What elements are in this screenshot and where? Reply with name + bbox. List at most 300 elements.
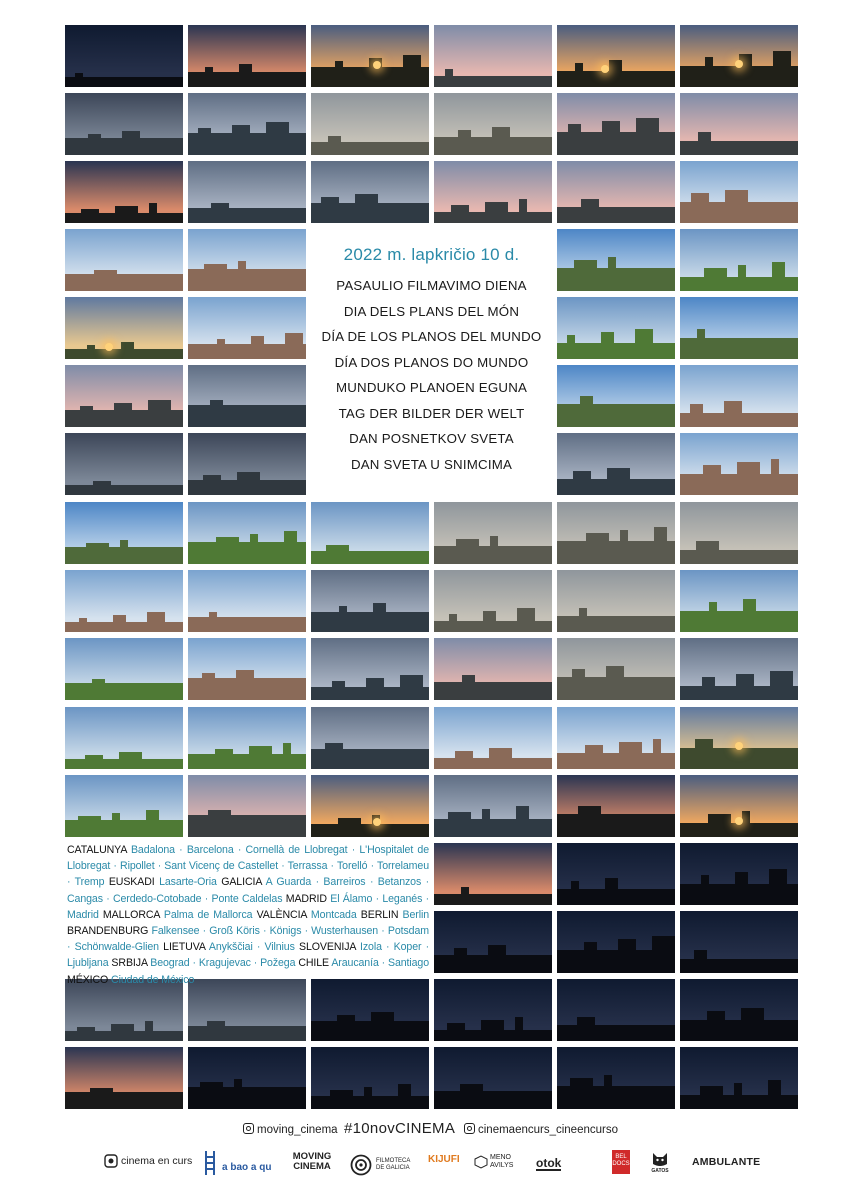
photo-tile [65,365,183,427]
photo-silhouette [619,742,642,769]
photo-silhouette [609,60,622,87]
photo-tile [311,638,429,700]
photo-silhouette [516,806,529,837]
region-name: SLOVENIJA [298,941,356,954]
day-name-list [311,273,552,477]
photo-tile [65,229,183,291]
photo-silhouette [366,678,384,700]
photo-silhouette [691,193,709,223]
city-list: Falkensee · Groß Köris · Königs · Wusterhausen · Potsdam · Schönwalde-Glien [67,925,429,954]
photo-tile [680,1047,798,1109]
title-panel [311,229,552,494]
photo-silhouette [738,265,746,291]
photo-tile [311,570,429,632]
logo-moving-cinema[interactable] [288,1152,336,1172]
photo-silhouette [325,743,343,769]
day-name-sl: DAN POSNETKOV SVETA [349,431,514,446]
photo-ground [557,616,675,632]
photo-silhouette [92,679,105,700]
photo-tile [188,161,306,223]
region-name: LIETUVA [163,941,206,954]
photo-silhouette [335,61,343,87]
photo-silhouette [78,816,101,837]
photo-tile [188,638,306,700]
photo-silhouette [326,545,349,564]
photo-silhouette [481,1020,504,1041]
photo-silhouette [703,465,721,495]
photo-silhouette [122,131,140,155]
photo-silhouette [455,751,473,769]
photo-silhouette [739,54,752,87]
photo-silhouette [653,739,661,769]
photo-silhouette [769,869,787,905]
photo-tile [557,775,675,837]
sun-glow [373,61,381,69]
photo-silhouette [215,749,233,769]
photo-silhouette [94,270,117,291]
ladder-icon [204,1150,218,1176]
photo-ground [680,611,798,632]
handle-text: cinemaencurs_cineencurso [478,1124,618,1136]
photo-silhouette [321,197,339,223]
logo-meno-avilys[interactable] [474,1154,520,1170]
photo-silhouette [572,669,585,700]
photo-silhouette [234,1079,242,1109]
photo-tile [680,638,798,700]
photo-tile [311,775,429,837]
logo-label: KIJUFI [428,1154,460,1165]
photo-silhouette [449,614,457,632]
region-name: CATALUNYA [67,844,127,856]
city-list: Palma de Mallorca [163,908,253,921]
photo-tile [434,843,552,905]
photo-tile [557,365,675,427]
sun-glow [735,742,743,750]
photo-silhouette [205,67,213,87]
photo-silhouette [146,810,159,837]
photo-silhouette [458,130,471,155]
photo-silhouette [80,406,93,427]
photo-tile [680,979,798,1041]
logo-a-bao-a-qu[interactable] [204,1150,271,1176]
photo-silhouette [579,608,587,632]
photo-silhouette [251,336,264,359]
photo-silhouette [690,404,703,427]
city-list: Montcada [310,908,357,921]
logo-label: AMBULANTE [692,1156,761,1168]
photo-tile [557,161,675,223]
photo-tile [434,707,552,769]
photo-silhouette [608,257,616,291]
photo-tile [188,25,306,87]
photo-silhouette [147,612,165,632]
photo-ground [311,1021,429,1041]
logo-cinema-en-curs[interactable] [104,1154,192,1168]
handle-text: moving_cinema [257,1124,338,1136]
photo-tile [65,25,183,87]
photo-silhouette [735,872,748,905]
instagram-icon [243,1123,254,1134]
photo-silhouette [373,603,386,632]
region-name: BERLIN [360,908,399,921]
photo-silhouette [210,400,223,427]
photo-silhouette [85,755,103,769]
photo-ground [65,683,183,700]
photo-silhouette [90,1088,113,1109]
photo-tile [65,775,183,837]
city-list: Araucanía · Santiago [331,957,429,970]
photo-silhouette [601,332,614,359]
day-name-es: DÍA DE LOS PLANOS DEL MUNDO [321,329,542,344]
photo-silhouette [111,1024,134,1041]
photo-silhouette [652,936,675,973]
photo-tile [311,707,429,769]
photo-tile [680,433,798,495]
photo-silhouette [249,746,272,769]
photo-ground [311,824,429,837]
photo-silhouette [736,674,754,700]
photo-silhouette [489,748,512,769]
photo-tile [188,93,306,155]
photo-tile [434,25,552,87]
photo-ground [680,1020,798,1041]
photo-silhouette [283,743,291,769]
photo-ground [65,485,183,495]
instagram-icon [464,1123,475,1134]
photo-ground [188,405,306,427]
photo-tile [680,843,798,905]
photo-silhouette [704,268,727,291]
photo-silhouette [239,64,252,87]
photo-silhouette [238,261,246,291]
photo-silhouette [81,209,99,223]
photo-tile [434,979,552,1041]
photo-silhouette [584,942,597,973]
photo-silhouette [483,611,496,632]
photo-ground [680,823,798,837]
photo-ground [188,208,306,223]
photo-tile [311,1047,429,1109]
photo-tile [65,297,183,359]
photo-silhouette [567,335,575,359]
photo-tile [557,843,675,905]
photo-tile [65,1047,183,1109]
photo-silhouette [337,1015,355,1041]
sun-glow [373,818,381,826]
photo-tile [434,911,552,973]
photo-silhouette [149,203,157,223]
logo-beldocs[interactable] [612,1150,630,1174]
photo-tile [65,979,183,1041]
photo-silhouette [606,666,624,700]
photo-tile [188,229,306,291]
photo-tile [434,502,552,564]
city-list: Badalona · Barcelona · Cornellà de Llobregat · L'Hospitalet de Llobregat · Ripollet · Sant Vicenç de Castellet · Terrassa · Torelló · Torrelameu · Tremp [67,844,429,889]
photo-ground [557,404,675,427]
photo-ground [188,1026,306,1041]
sun-glow [601,65,609,73]
photo-silhouette [266,122,289,155]
day-name-gl: DÍA DOS PLANOS DO MUNDO [334,354,529,370]
photo-silhouette [145,1021,153,1041]
photo-tile [311,979,429,1041]
photo-silhouette [570,1078,593,1109]
photo-silhouette [86,543,109,564]
photo-tile [434,93,552,155]
photo-tile [557,707,675,769]
photo-ground [188,617,306,632]
photo-tile [557,25,675,87]
photo-tile [311,161,429,223]
photo-tile [680,911,798,973]
photo-silhouette [515,1017,523,1041]
photo-ground [65,274,183,291]
photo-tile [311,25,429,87]
city-list: Anykščiai · Vilnius [208,941,295,954]
hashtag: #10novCINEMA [344,1120,456,1137]
photo-silhouette [696,541,719,564]
logo-label: MENO AVILYS [490,1154,514,1169]
photo-silhouette [702,677,715,700]
logo-label: otok [536,1156,562,1170]
photo-silhouette [447,1023,465,1041]
photo-silhouette [741,1008,764,1041]
region-name: VALÈNCIA [256,908,307,921]
photo-tile [680,570,798,632]
region-name: BRANDENBURG [67,925,149,938]
photo-silhouette [355,194,378,223]
photo-silhouette [709,602,717,632]
photo-silhouette [573,471,591,495]
photo-silhouette [338,818,361,837]
photo-ground [65,1092,183,1109]
photo-tile [680,502,798,564]
region-name: MADRID [285,892,327,905]
photo-silhouette [568,124,581,155]
photo-silhouette [654,527,667,564]
photo-silhouette [574,260,597,291]
photo-silhouette [148,400,171,427]
day-name-eu: MUNDUKO PLANOEN EGUNA [335,380,528,395]
photo-ground [557,207,675,223]
photo-silhouette [211,203,229,223]
photo-silhouette [492,127,510,155]
photo-silhouette [448,812,471,837]
photo-tile [188,1047,306,1109]
city-list: A Guarda · Barreiros · Betanzos · Cangas · Cerdedo-Cotobade · Ponte Caldelas [67,876,430,905]
photo-silhouette [121,342,134,359]
photo-silhouette [198,128,211,155]
sun-glow [105,343,113,351]
photo-silhouette [725,190,748,223]
photo-silhouette [79,618,87,632]
photo-tile [188,570,306,632]
photo-tile [188,502,306,564]
photo-silhouette [217,339,225,359]
photo-tile [557,297,675,359]
logo-label: FILMOTECA DE GALICIA [376,1158,411,1171]
photo-silhouette [618,939,636,973]
city-list: El Álamo · Leganés · Madrid [67,892,430,921]
photo-tile [680,707,798,769]
city-list: Izola · Koper · Ljubljana [67,941,430,970]
photo-silhouette [697,329,705,359]
region-name: MALLORCA [102,908,160,921]
photo-tile [680,25,798,87]
photo-silhouette [490,536,498,564]
photo-tile [65,93,183,155]
photo-tile [65,707,183,769]
partner-logos [0,1150,848,1186]
logo-kijufi[interactable] [428,1154,460,1165]
photo-tile [188,365,306,427]
photo-silhouette [451,205,469,223]
photo-silhouette [695,739,713,769]
photo-silhouette [332,681,345,700]
day-name-lt: PASAULIO FILMAVIMO DIENA [336,278,527,293]
photo-tile [65,433,183,495]
photo-tile [680,161,798,223]
photo-silhouette [620,530,628,564]
photo-silhouette [724,401,742,427]
photo-silhouette [575,63,583,87]
photo-silhouette [698,132,711,155]
photo-silhouette [204,264,227,291]
logo-label: BEL DOCS [612,1150,630,1174]
photo-tile [65,638,183,700]
photo-silhouette [737,462,760,495]
photo-silhouette [773,51,791,87]
region-name: GALICIA [221,876,262,889]
photo-silhouette [602,121,620,155]
city-list: Berlin [402,908,430,921]
logo-label: GATOS [651,1168,669,1174]
photo-silhouette [87,345,95,359]
photo-tile [434,775,552,837]
photo-tile [311,502,429,564]
photo-tile [188,433,306,495]
logo-gatos[interactable] [651,1150,669,1174]
region-name: EUSKADI [108,876,155,889]
photo-silhouette [445,69,453,87]
photo-silhouette [202,673,215,700]
photo-silhouette [200,1082,223,1109]
city-list: Lasarte-Oria [159,876,217,889]
logo-label: MOVING CINEMA [292,1151,332,1172]
photo-ground [557,1025,675,1041]
photo-silhouette [581,199,599,223]
photo-tile [680,297,798,359]
photo-silhouette [236,670,254,700]
cinema-en-curs-icon [104,1154,118,1168]
photo-silhouette [232,125,250,155]
locations-list [67,842,429,988]
photo-silhouette [585,745,603,769]
photo-silhouette [88,134,101,155]
photo-silhouette [120,540,128,564]
photo-tile [557,433,675,495]
photo-tile [557,911,675,973]
photo-silhouette [364,1087,372,1109]
photo-tile [188,979,306,1041]
photo-silhouette [112,813,120,837]
event-date: 2022 m. lapkričio 10 d. [343,245,520,264]
photo-silhouette [708,814,731,837]
instagram-handle-left[interactable] [243,1123,338,1136]
region-name: MÉXICO [67,973,109,986]
photo-ground [434,682,552,700]
photo-silhouette [604,1075,612,1109]
photo-tile [680,775,798,837]
photo-tile [65,502,183,564]
photo-tile [680,229,798,291]
city-list: Beograd · Kragujevac · Požega [150,957,296,970]
photo-silhouette [635,329,653,359]
photo-tile [188,775,306,837]
photo-tile [557,229,675,291]
photo-silhouette [398,1084,411,1109]
photo-silhouette [742,811,750,837]
photo-tile [434,1047,552,1109]
day-name-ca: DIA DELS PLANS DEL MÓN [343,303,520,319]
photo-ground [434,894,552,905]
photo-tile [557,979,675,1041]
photo-silhouette [517,608,535,632]
logo-otok[interactable] [536,1158,561,1171]
photo-tile [557,502,675,564]
photo-ground [188,815,306,837]
photo-silhouette [707,1011,725,1041]
photo-silhouette [636,118,659,155]
logo-ambulante[interactable] [692,1156,760,1168]
photo-tile [65,570,183,632]
photo-silhouette [578,806,601,837]
photo-ground [557,814,675,837]
photo-silhouette [330,1090,353,1109]
logo-filmoteca[interactable] [350,1154,416,1176]
photo-tile [311,93,429,155]
photo-silhouette [607,468,630,495]
photo-silhouette [571,881,579,905]
photo-silhouette [586,533,609,564]
photo-tile [680,93,798,155]
photo-silhouette [734,1083,742,1109]
photo-silhouette [119,752,142,769]
photo-silhouette [113,615,126,632]
photo-silhouette [772,262,785,291]
photo-silhouette [743,599,756,632]
photo-silhouette [237,472,260,495]
logo-label: cinema en curs [121,1155,193,1167]
photo-silhouette [482,809,490,837]
photo-tile [434,638,552,700]
photo-silhouette [488,945,506,973]
photo-silhouette [461,887,469,905]
photo-silhouette [371,1012,394,1041]
photo-silhouette [454,948,467,973]
photo-tile [680,365,798,427]
social-bar [0,1120,848,1144]
photo-silhouette [77,1027,95,1041]
hive-icon [474,1155,488,1169]
photo-ground [311,612,429,632]
photo-silhouette [208,810,231,837]
photo-tile [557,93,675,155]
photo-silhouette [250,534,258,564]
photo-silhouette [93,481,111,495]
photo-silhouette [485,202,508,223]
instagram-handle-right[interactable] [464,1123,618,1136]
